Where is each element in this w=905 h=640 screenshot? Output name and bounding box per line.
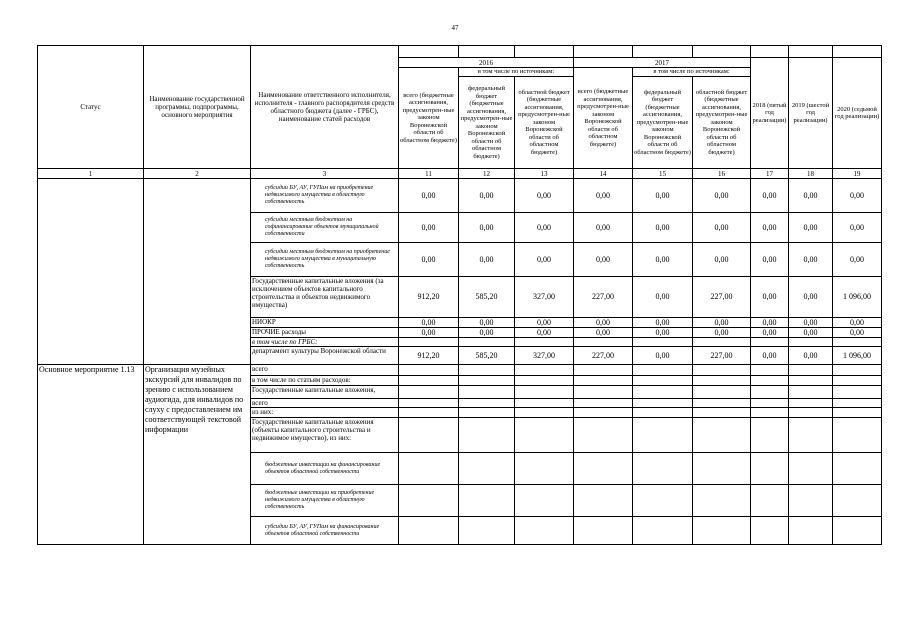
- cell-value: 0,00: [751, 179, 789, 213]
- measure-status: Основное мероприятие 1.13: [38, 365, 144, 545]
- cell-value: 0,00: [751, 277, 789, 318]
- cell-value: 585,20: [459, 347, 515, 365]
- row-label: субсидии БУ, АУ, ГУПам на финансирование объектов областной собственности: [251, 517, 399, 545]
- cell-value: 227,00: [574, 347, 633, 365]
- cell-value: 0,00: [789, 179, 833, 213]
- cell-value: 0,00: [459, 318, 515, 328]
- cell-value: 0,00: [789, 347, 833, 365]
- cell-value: 0,00: [574, 243, 633, 277]
- header-federal-2017: федеральный бюджет (бюджетные ассигнования, предусмотрен-ные законом Воронежской области об областном бюджете): [633, 77, 693, 169]
- cell-value: 0,00: [751, 243, 789, 277]
- cell-value: 0,00: [574, 213, 633, 243]
- cell-value: 227,00: [574, 277, 633, 318]
- measure-name: Организация музейных экскурсий для инвалидов по зрению с использованием аудиогида, для инвалидов по слуху с предоставлением им соответствующей текстовой информации: [144, 365, 251, 545]
- cell-value: 0,00: [751, 318, 789, 328]
- table-row: [38, 365, 882, 376]
- cell-value: 0,00: [399, 328, 459, 338]
- cell-value: 0,00: [833, 243, 882, 277]
- cell-value: 227,00: [693, 277, 751, 318]
- cell-value: 0,00: [789, 243, 833, 277]
- header-2018: 2018 (пятый год реализации): [751, 58, 789, 169]
- cell-value: 0,00: [633, 347, 693, 365]
- cell-value: 912,20: [399, 277, 459, 318]
- cell-value: 0,00: [459, 328, 515, 338]
- cell-value: 0,00: [515, 318, 574, 328]
- cell-value: 0,00: [693, 213, 751, 243]
- row-label: в том числе по ГРБС:: [251, 338, 399, 347]
- page-number: 47: [451, 24, 459, 32]
- cell-value: 0,00: [751, 347, 789, 365]
- cell-value: 0,00: [399, 213, 459, 243]
- cell-value: 0,00: [833, 213, 882, 243]
- header-program: Наименование государственной программы, подпрограммы, основного мероприятия: [144, 46, 251, 169]
- cell-value: 0,00: [833, 179, 882, 213]
- row-label: из них:: [251, 408, 399, 418]
- header-sources-2016: в том числе по источникам:: [459, 68, 574, 77]
- row-label: НИОКР: [251, 318, 399, 328]
- cell-value: 0,00: [633, 318, 693, 328]
- cell-value: 0,00: [459, 243, 515, 277]
- column-number: 18: [789, 169, 833, 179]
- row-label: Государственные капитальные вложения (за исключением объектов капитального строительства и объектов недвижимого имущества): [251, 277, 399, 318]
- column-number: 19: [833, 169, 882, 179]
- row-label: субсидии местным бюджетам на приобретение недвижимого имущества в муниципальную собственность: [251, 243, 399, 277]
- cell-value: 0,00: [751, 213, 789, 243]
- cell-value: 0,00: [574, 328, 633, 338]
- header-executor: Наименование ответственного исполнителя, исполнителя - главного распорядителя средств областного бюджета (далее - ГРБС), наименование статей расходов: [251, 46, 399, 169]
- row-label: бюджетные инвестиции на финансирование объектов областной собственности: [251, 453, 399, 485]
- header-total-2017: всего (бюджетные ассигнования, предусмотрен-ные законом Воронежской области об областном бюджете): [574, 68, 633, 169]
- column-number: 14: [574, 169, 633, 179]
- cell-value: 0,00: [693, 328, 751, 338]
- cell-value: 0,00: [633, 328, 693, 338]
- column-number: 11: [399, 169, 459, 179]
- budget-table: [37, 45, 882, 545]
- column-number: 1: [38, 169, 144, 179]
- header-sources-2017: в том числе по источникам:: [633, 68, 751, 77]
- header-regional-2016: областной бюджет (бюджетные ассигнования, предусмотрен-ные законом Воронежской области об областном бюджете): [515, 77, 574, 169]
- cell-value: 327,00: [515, 347, 574, 365]
- cell-value: 327,00: [515, 277, 574, 318]
- row-label: бюджетные инвестиции на приобретение недвижимого имущества в областную собственность: [251, 485, 399, 517]
- cell-value: 0,00: [789, 277, 833, 318]
- cell-value: 0,00: [789, 213, 833, 243]
- cell-value: 0,00: [693, 243, 751, 277]
- cell-value: 0,00: [574, 318, 633, 328]
- header-total-2016: всего (бюджетные ассигнования, предусмотрен-ные законом Воронежской области об областном бюджете): [399, 68, 459, 169]
- cell-value: 0,00: [574, 179, 633, 213]
- cell-value: 0,00: [633, 213, 693, 243]
- column-number: 2: [144, 169, 251, 179]
- header-2019: 2019 (шестой год реализации): [789, 58, 833, 169]
- row-label: Государственные капитальные вложения,: [251, 386, 399, 399]
- cell-value: 1 096,00: [833, 277, 882, 318]
- cell-value: 0,00: [399, 179, 459, 213]
- column-number: 15: [633, 169, 693, 179]
- column-number: 12: [459, 169, 515, 179]
- column-number: 3: [251, 169, 399, 179]
- cell-value: 1 096,00: [833, 347, 882, 365]
- column-number-row: [38, 169, 882, 179]
- header-regional-2017: областной бюджет (бюджетные ассигнования, предусмотрен-ные законом Воронежской области об областном бюджете): [693, 77, 751, 169]
- cell-value: 0,00: [693, 179, 751, 213]
- cell-value: 0,00: [833, 328, 882, 338]
- header-federal-2016: федеральный бюджет (бюджетные ассигнования, предусмотрен-ные законом Воронежской области об областном бюджете): [459, 77, 515, 169]
- header-status: Статус: [38, 46, 144, 169]
- cell-value: 0,00: [751, 328, 789, 338]
- header-year-2017: 2017: [574, 58, 751, 68]
- header-2020: 2020 (седьмой год реализации): [833, 58, 882, 169]
- row-label: субсидии местным бюджетам на софинансирование объектов муниципальной собственности: [251, 213, 399, 243]
- cell-value: 0,00: [459, 179, 515, 213]
- row-label: ПРОЧИЕ расходы: [251, 328, 399, 338]
- row-label: департамент культуры Воронежской области: [251, 347, 399, 365]
- cell-value: 0,00: [515, 213, 574, 243]
- cell-value: 0,00: [515, 328, 574, 338]
- cell-value: 0,00: [633, 243, 693, 277]
- cell-value: 227,00: [693, 347, 751, 365]
- cell-value: 0,00: [399, 318, 459, 328]
- row-label: субсидии БУ, АУ, ГУПам на приобретение недвижимого имущества в областную собственность: [251, 179, 399, 213]
- header-year-2016: 2016: [399, 58, 574, 68]
- row-label: всего: [251, 365, 399, 376]
- cell-value: 0,00: [789, 318, 833, 328]
- cell-value: 0,00: [693, 318, 751, 328]
- cell-value: 0,00: [515, 179, 574, 213]
- cell-value: 912,20: [399, 347, 459, 365]
- empty-status-cell: [38, 179, 144, 365]
- cell-value: 0,00: [399, 243, 459, 277]
- empty-program-cell: [144, 179, 251, 365]
- row-label: Государственные капитальные вложения (объекты капитального строительства и недвижимое имущество), из них:: [251, 418, 399, 453]
- row-label: всего: [251, 399, 399, 408]
- cell-value: 0,00: [789, 328, 833, 338]
- cell-value: 0,00: [459, 213, 515, 243]
- cell-value: 0,00: [633, 277, 693, 318]
- table-row: [38, 179, 882, 213]
- cell-value: 0,00: [633, 179, 693, 213]
- row-label: в том числе по статьям расходов:: [251, 376, 399, 386]
- cell-value: 0,00: [833, 318, 882, 328]
- column-number: 17: [751, 169, 789, 179]
- cell-value: 585,20: [459, 277, 515, 318]
- column-number: 16: [693, 169, 751, 179]
- column-number: 13: [515, 169, 574, 179]
- cell-value: 0,00: [515, 243, 574, 277]
